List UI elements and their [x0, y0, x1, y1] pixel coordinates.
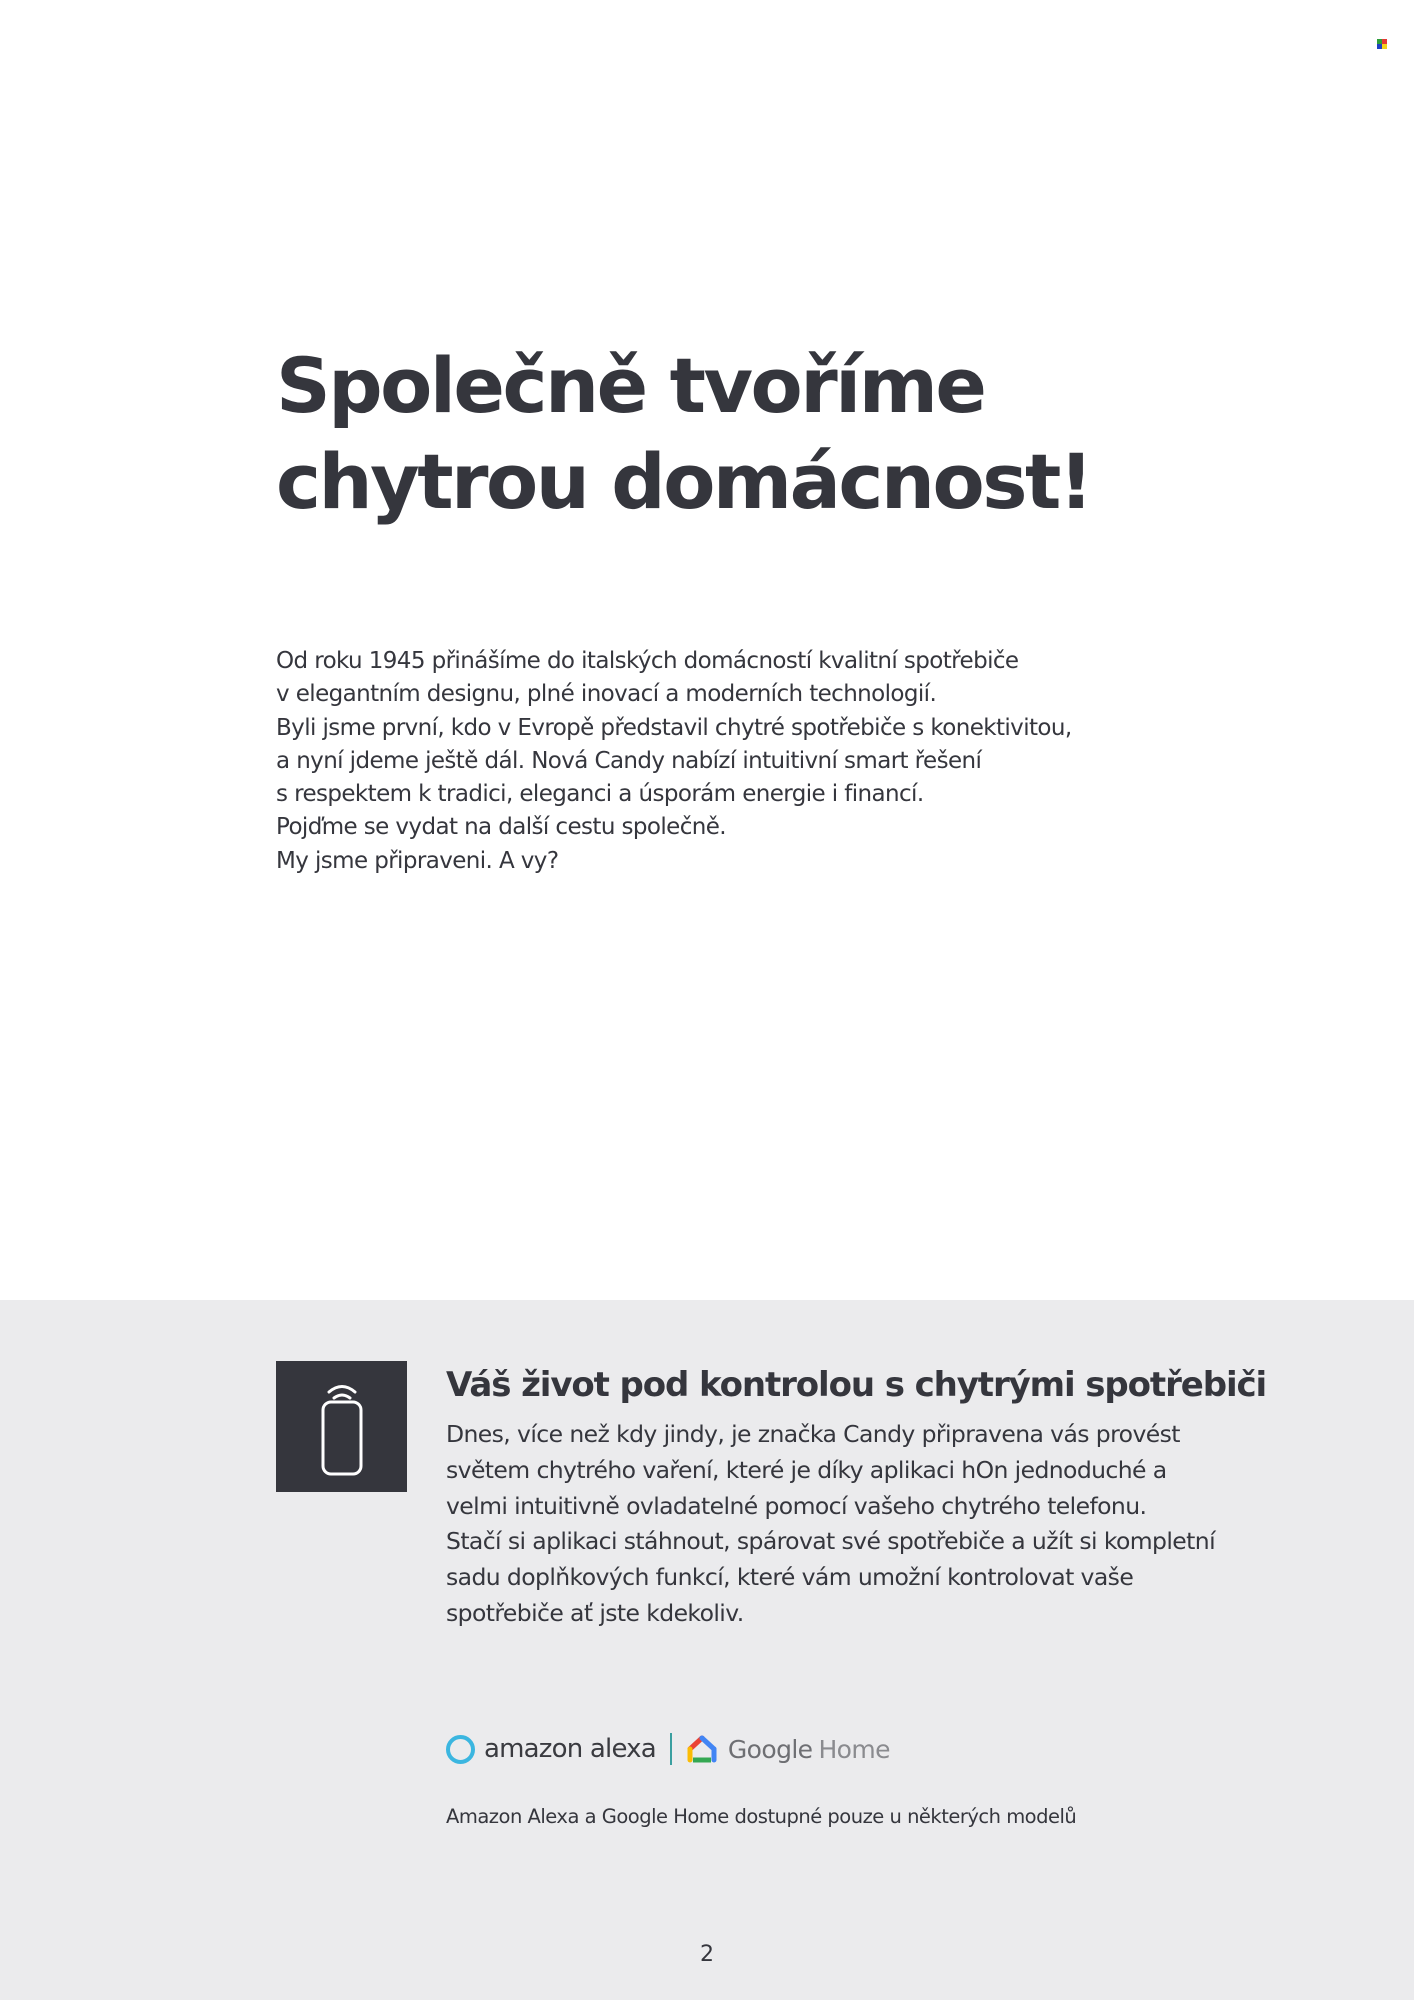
intro-line: My jsme připraveni. A vy?	[276, 847, 559, 874]
feature-line: sadu doplňkových funkcí, které vám umožní kontrolovat vaše	[446, 1563, 1134, 1592]
intro-line: Byli jsme první, kdo v Evropě představil chytré spotřebiče s konektivitou,	[276, 714, 1072, 741]
feature-line: Dnes, více než kdy jindy, je značka Candy připravena vás provést	[446, 1420, 1180, 1448]
availability-disclaimer: Amazon Alexa a Google Home dostupné pouze u některých modelů	[446, 1805, 1077, 1828]
feature-block	[446, 1361, 1267, 1632]
feature-line: spotřebiče ať jste kdekoliv.	[446, 1598, 744, 1627]
intro-line: Pojďme se vydat na další cestu společně.	[276, 814, 726, 841]
remote-control-icon	[276, 1361, 407, 1492]
alexa-label: amazon alexa	[484, 1734, 656, 1764]
logo-divider	[670, 1733, 672, 1765]
feature-title: Váš život pod kontrolou s chytrými spotřebiči	[446, 1365, 1267, 1405]
intro-line: s respektem k tradici, eleganci a úsporám energie i financí.	[276, 781, 924, 808]
page-title-line-1: Společně tvoříme	[276, 341, 985, 430]
alexa-ring-icon	[446, 1735, 475, 1764]
feature-line: velmi intuitivně ovladatelné pomocí vašeho chytrého telefonu.	[446, 1491, 1147, 1520]
intro-line: Od roku 1945 přinášíme do italských domácností kvalitní spotřebiče	[276, 648, 1019, 674]
google-label: Google	[727, 1734, 813, 1764]
page-title-line-2: chytrou domácnost!	[276, 437, 1091, 526]
feature-line: světem chytrého vaření, které je díky aplikaci hOn jednoduché a	[446, 1455, 1167, 1484]
google-home-icon	[686, 1733, 718, 1765]
feature-line: Stačí si aplikaci stáhnout, spárovat své spotřebiče a užít si kompletní	[446, 1527, 1215, 1556]
page-number: 2	[700, 1942, 714, 1967]
feature-description	[446, 1417, 1246, 1632]
intro-paragraph	[276, 645, 1176, 878]
intro-line: a nyní jdeme ještě dál. Nová Candy nabízí intuitivní smart řešení	[276, 747, 982, 774]
intro-line: v elegantním designu, plné inovací a moderních technologií.	[276, 681, 937, 708]
hero-heading	[276, 338, 1176, 530]
home-label: Home	[818, 1734, 890, 1764]
voice-assistant-logos	[446, 1729, 890, 1769]
four-color-square-icon	[1377, 39, 1387, 49]
